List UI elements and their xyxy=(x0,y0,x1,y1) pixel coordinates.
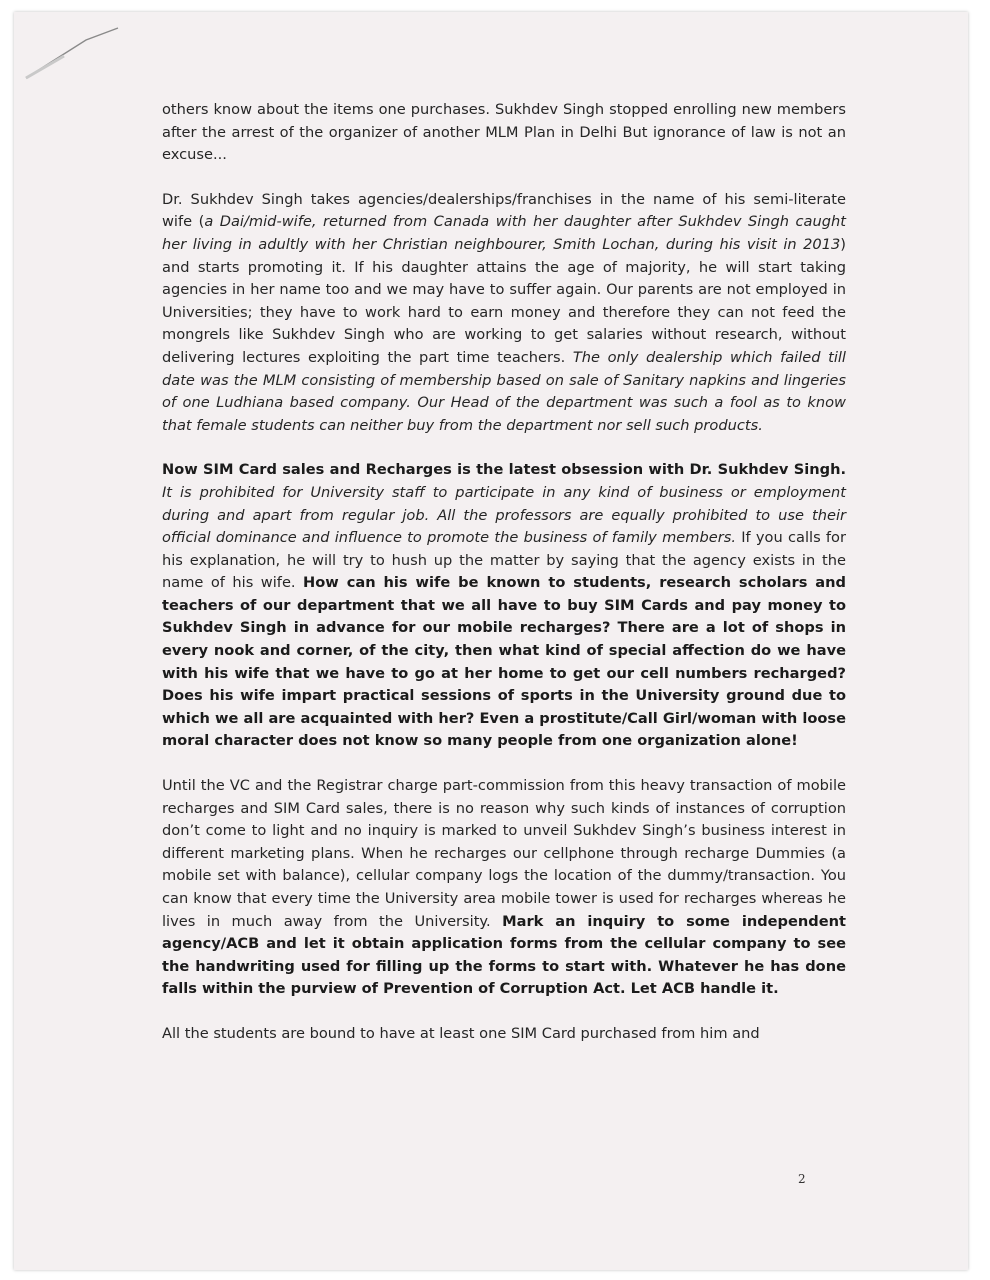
body-text: Dr. Sukhdev Singh takes agencies/dealerships/franchises in the name of his semi-literate wife ( xyxy=(162,190,846,231)
body-text: Until the VC and the Registrar charge part-commission from this heavy transaction of mobile recharges and SIM Card sales, there is no reason why such kinds of instances of corruption don’t come to light and no inquiry is marked to unveil Sukhdev Singh’s business interest in different marketing plans. When he recharges our cellphone through recharge Dummies (a mobile set with balance), cellular company logs the location of the dummy/transaction. You can know that every time the University area mobile tower is used for recharges whereas he lives in much away from the University. xyxy=(162,777,846,930)
bold-text: Mark an inquiry to some independent agency/ACB and let it obtain application forms from the cellular company to see the handwriting used for filling up the forms to start with. Whatever he has done falls within the purview of Prevention of Corruption Act. Let ACB handle it. xyxy=(162,912,846,998)
body-text: others know about the items one purchases. Sukhdev Singh stopped enrolling new members after the arrest of the organizer of another MLM Plan in Delhi But ignorance of law is not an excuse... xyxy=(162,101,846,164)
paragraph xyxy=(162,459,846,753)
paragraph xyxy=(162,775,846,1001)
italic-text: It is prohibited for University staff to participate in any kind of business or employment during and apart from regular job. All the professors are equally prohibited to use their official dominance and influence to promote the business of family members. xyxy=(162,483,846,547)
body-text: ) and starts promoting it. If his daughter attains the age of majority, he will start taking agencies in her name too and we may have to suffer again. Our parents are not employed in Universities; they have to work hard to earn money and therefore they can not feed the mongrels like Sukhdev Singh who are working to get salaries without research, without delivering lectures exploiting the part time teachers. xyxy=(162,235,846,366)
folded-corner-mark xyxy=(24,26,119,81)
paragraph xyxy=(162,99,846,167)
document-body xyxy=(162,99,846,1046)
body-text: All the students are bound to have at least one SIM Card purchased from him and xyxy=(162,1024,760,1042)
body-text: If you calls for his explanation, he will try to hush up the matter by saying that the agency exists in the name of his wife. xyxy=(162,529,846,592)
bold-text: How can his wife be known to students, research scholars and teachers of our department that we all have to buy SIM Cards and pay money to Sukhdev Singh in advance for our mobile recharges? There are a lot of shops in every nook and corner, of the city, then what kind of special affection do we have with his wife that we have to go at her home to get our cell numbers recharged? Does his wife impart practical sessions of sports in the University ground due to which we all are acquainted with her? Even a prostitute/Call Girl/woman with loose moral character does not know so many people from one organization alone! xyxy=(162,574,846,750)
italic-text: a Dai/mid-wife, returned from Canada with her daughter after Sukhdev Singh caught her living in adultly with her Christian neighbourer, Smith Lochan, during his visit in 2013 xyxy=(162,213,846,253)
paragraph xyxy=(162,1023,846,1046)
page-number: 2 xyxy=(798,1172,806,1186)
italic-text: The only dealership which failed till date was the MLM consisting of membership based on sale of Sanitary napkins and lingeries of one Ludhiana based company. Our Head of the department was such a fool as to know that female students can neither buy from the department nor sell such products. xyxy=(162,348,846,434)
bold-text: Now SIM Card sales and Recharges is the latest obsession with Dr. Sukhdev Singh. xyxy=(162,461,846,479)
paragraph xyxy=(162,189,846,438)
